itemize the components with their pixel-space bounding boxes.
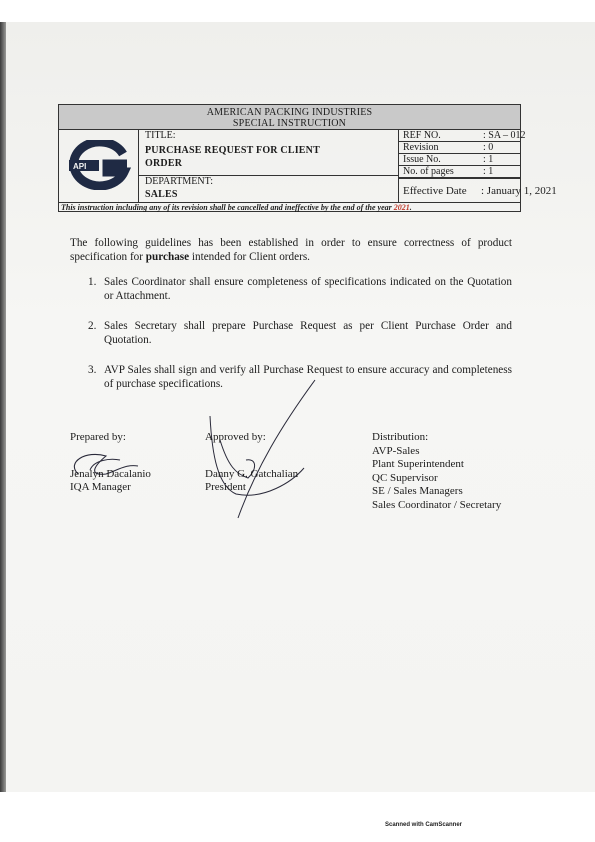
- preparer-name: Jenalyn Dacalanio: [70, 467, 151, 480]
- approved-signature-space: [205, 445, 298, 468]
- revision-row: [399, 142, 520, 154]
- intro-paragraph: [70, 236, 512, 264]
- document-info-cell: [399, 130, 557, 202]
- issue-no-label: Issue No.: [403, 154, 441, 165]
- distribution-item: Plant Superintendent: [372, 458, 464, 470]
- document-header-table: [58, 104, 557, 212]
- list-item: [88, 320, 512, 347]
- prepared-by-block: [70, 431, 151, 495]
- department-label: DEPARTMENT:: [145, 176, 213, 187]
- revision-label: Revision: [403, 142, 439, 153]
- distribution-item: QC Supervisor: [372, 471, 438, 484]
- distribution-item: SE / Sales Managers: [372, 485, 463, 497]
- pages-row: [399, 166, 520, 178]
- distribution-item: Sales Coordinator / Secretary: [372, 498, 502, 511]
- list-item: [88, 276, 512, 303]
- approved-by-label: Approved by:: [205, 431, 266, 443]
- disclaimer-text: This instruction including any of its revision shall be cancelled and ineffective by the end of the year: [61, 203, 394, 212]
- prepared-by-label: Prepared by:: [70, 431, 126, 443]
- effective-date-value: : January 1, 2021: [481, 185, 557, 197]
- title-label: TITLE:: [145, 130, 176, 141]
- issue-no-row: [399, 154, 520, 166]
- company-band: [59, 105, 520, 130]
- company-name: AMERICAN PACKING INDUSTRIES: [206, 107, 373, 118]
- approved-by-block: [205, 431, 298, 495]
- prepared-signature-space: [70, 445, 151, 468]
- disclaimer-end: .: [409, 203, 412, 212]
- approver-title: President: [205, 481, 246, 493]
- distribution-block: [372, 431, 501, 512]
- intro-text-after: intended for Client orders.: [189, 251, 310, 263]
- approver-name: Danny G. Gatchalian: [205, 467, 299, 480]
- ref-no-label: REF NO.: [403, 130, 441, 141]
- list-item-number: 3.: [88, 364, 97, 376]
- document-type: SPECIAL INSTRUCTION: [232, 118, 347, 129]
- effective-date-row: [399, 178, 557, 202]
- document-title: [139, 142, 398, 176]
- document-title-line1: PURCHASE REQUEST FOR CLIENT: [145, 145, 320, 156]
- pages-label: No. of pages: [403, 166, 454, 177]
- api-logo-icon: [67, 140, 131, 190]
- effective-date-label: Effective Date: [403, 185, 467, 197]
- issue-no-value: : 1: [483, 154, 494, 165]
- list-item-text: Sales Secretary shall prepare Purchase Request as per Client Purchase Order and Quotation.: [104, 320, 512, 346]
- logo-text: API: [73, 162, 87, 171]
- validity-disclaimer: [59, 202, 520, 212]
- distribution-item: AVP-Sales: [372, 444, 420, 457]
- department-value: SALES: [145, 189, 178, 200]
- pages-value: : 1: [483, 166, 494, 177]
- revision-value: : 0: [483, 142, 494, 153]
- intro-text-before: The following guidelines has been established in order to ensure correctness of product specification for: [70, 237, 512, 263]
- ref-no-row: [399, 130, 526, 142]
- preparer-title: IQA Manager: [70, 481, 131, 493]
- distribution-label: Distribution:: [372, 431, 429, 443]
- list-item-text: Sales Coordinator shall ensure completeness of specifications indicated on the Quotation or Attachment.: [104, 276, 512, 302]
- logo-cell: [59, 130, 139, 202]
- page-edge-shadow: [0, 22, 6, 792]
- ref-no-value: : SA – 012: [483, 130, 526, 141]
- document-title-line2: ORDER: [145, 158, 183, 169]
- intro-text-bold: purchase: [145, 251, 190, 263]
- list-item-number: 1.: [88, 276, 97, 288]
- disclaimer-year: 2021: [393, 203, 410, 212]
- list-item-text: AVP Sales shall sign and verify all Purchase Request to ensure accuracy and completeness of purchase specifications.: [104, 364, 512, 390]
- scanner-watermark: Scanned with CamScanner: [385, 822, 463, 828]
- list-item-number: 2.: [88, 320, 97, 332]
- title-cell: [139, 130, 399, 202]
